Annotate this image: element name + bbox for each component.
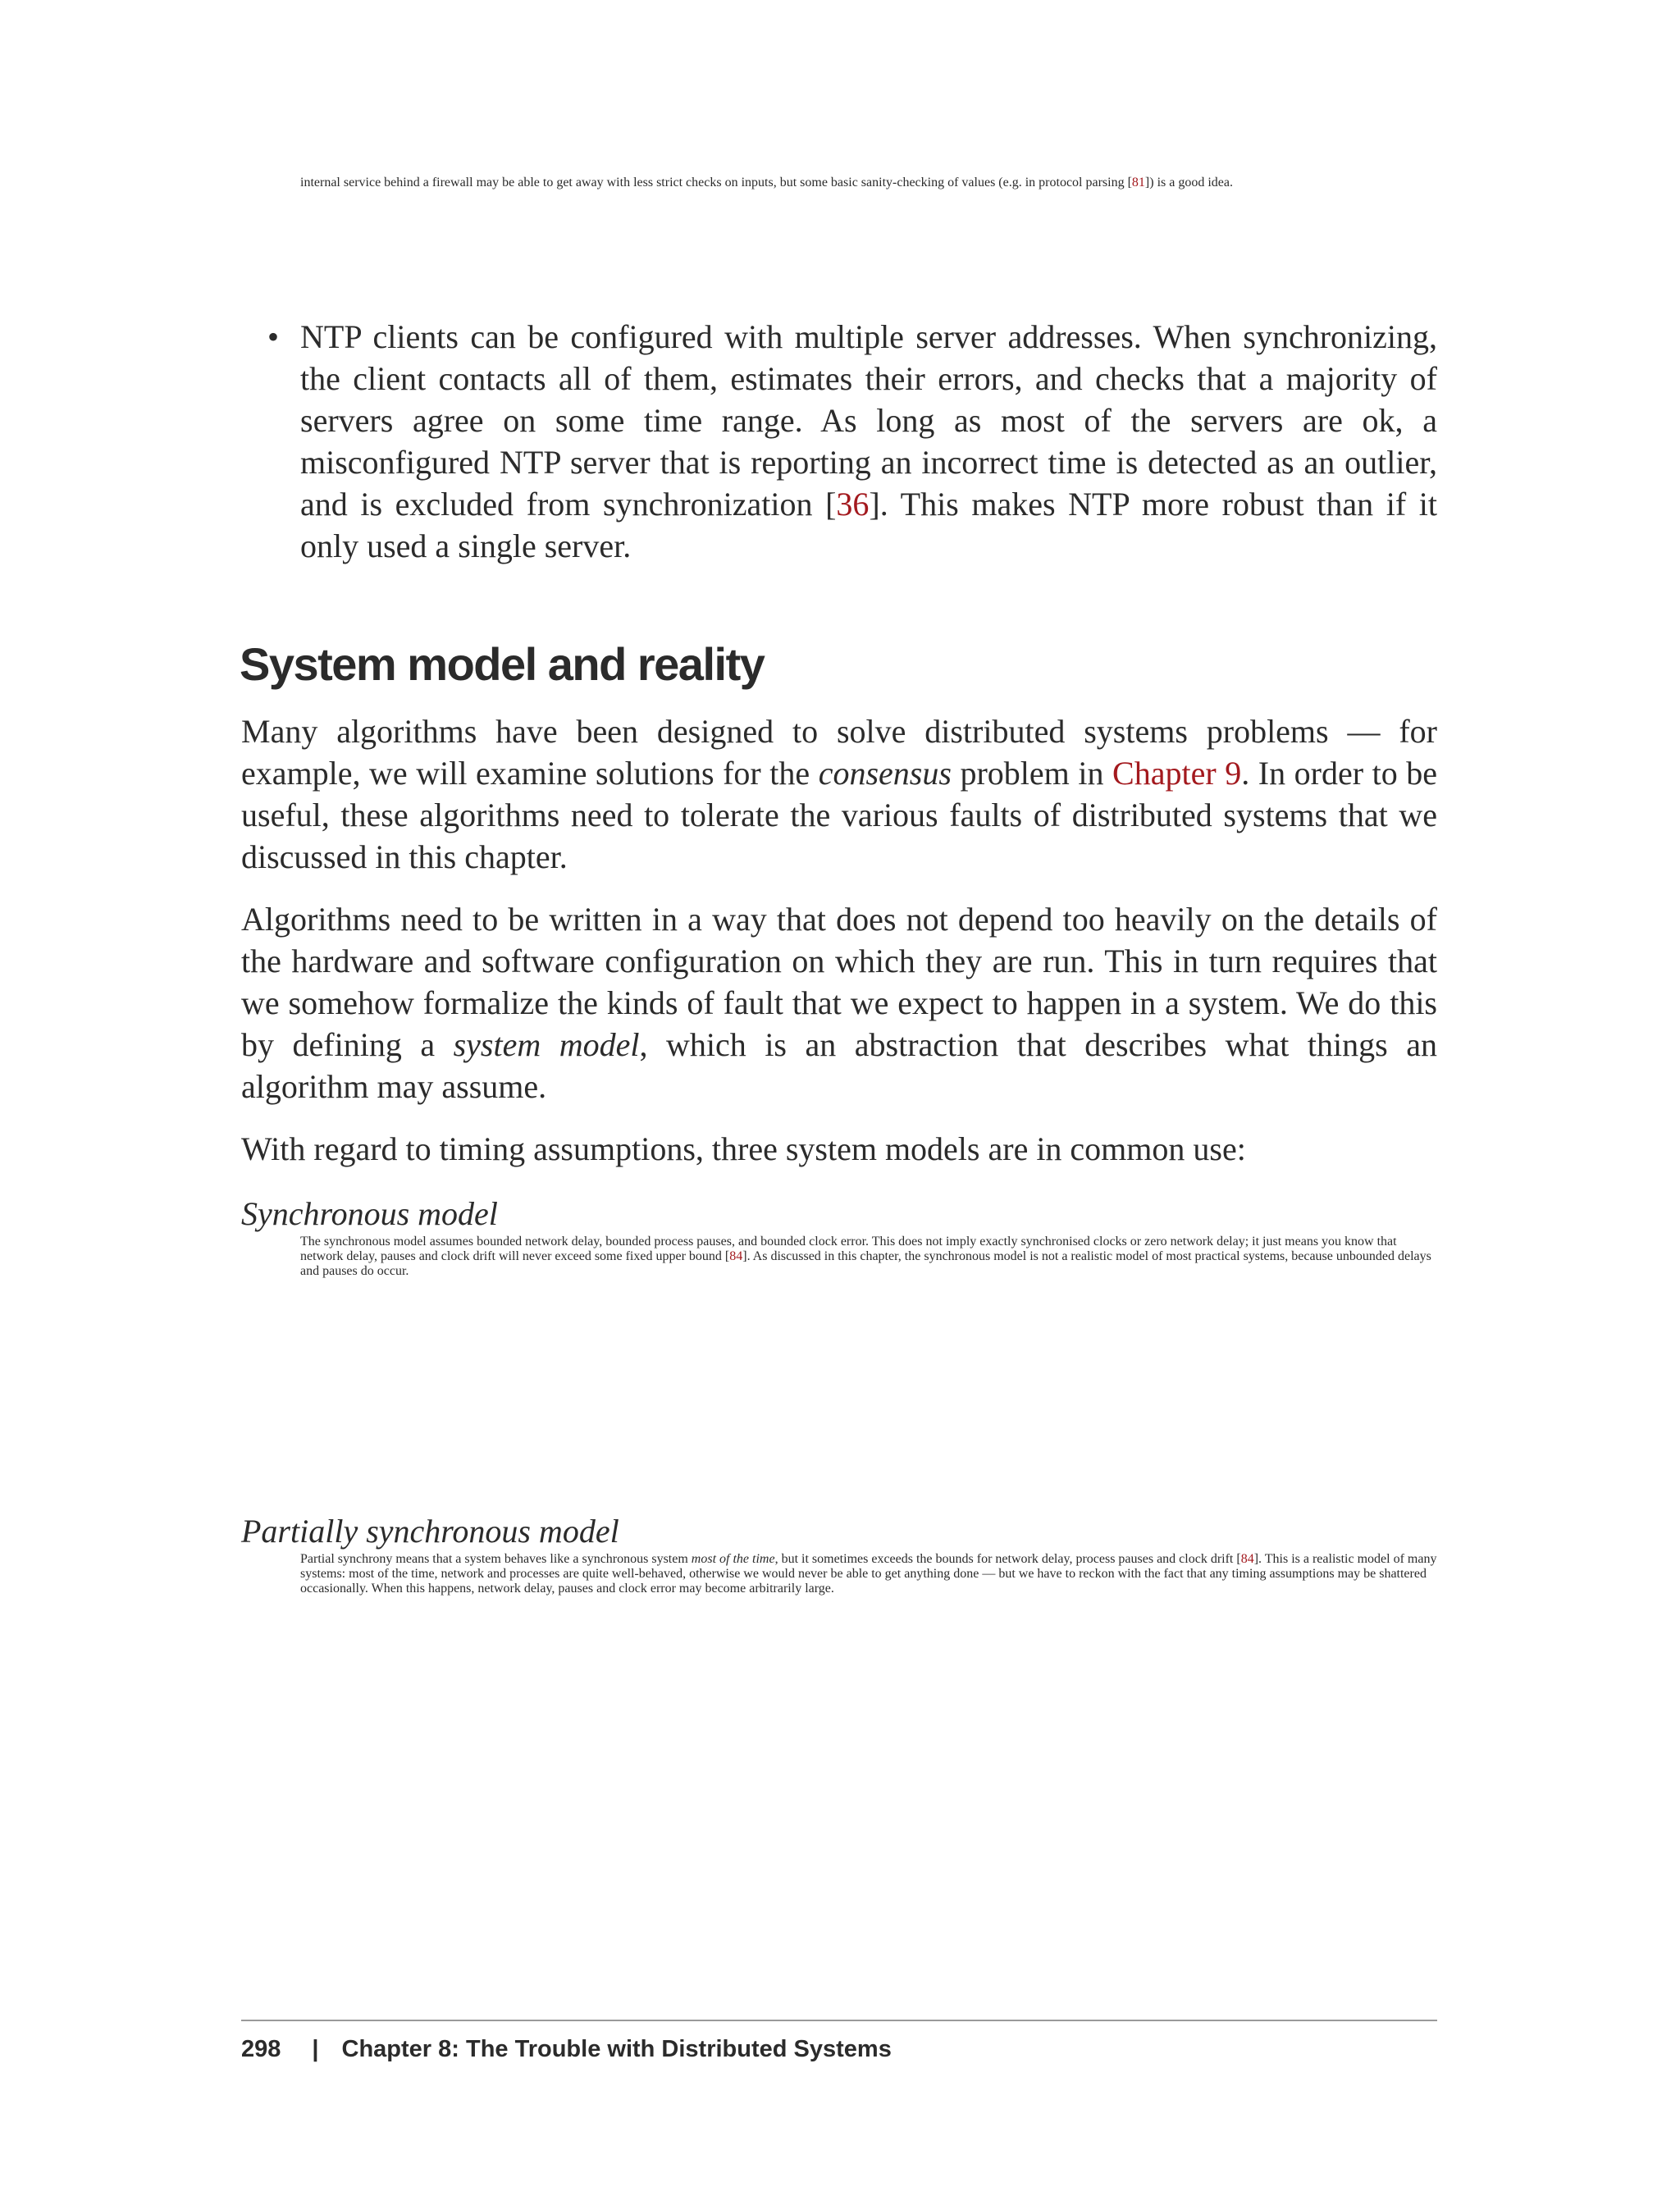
continued-paragraph	[300, 176, 1437, 190]
citation-link-84b[interactable]: 84	[1240, 1552, 1254, 1566]
bullet-text-1: NTP clients can be configured with multiple server addresses. When synchronizing, the client contacts all of them, estimates their errors, and checks that a majority of servers agree on some time range. As long as most of the servers are ok, a misconfigured NTP server that is reporting an incorrect time is detected as an outlier, and is excluded from synchronization [	[300, 318, 1437, 523]
paragraph-algorithms	[241, 710, 1437, 878]
term2-text-2: , but it sometimes exceeds the bounds for network delay, process pauses and clock drift [	[774, 1552, 1241, 1566]
term2-text-1: Partial synchrony means that a system behaves like a synchronous system	[300, 1552, 692, 1566]
term-partial-title: Partially synchronous model	[241, 1513, 619, 1550]
chapter-9-link[interactable]: Chapter 9	[1112, 755, 1242, 792]
bullet-marker: •	[267, 318, 280, 355]
footer-separator: |	[312, 2036, 319, 2062]
page-footer	[241, 2033, 892, 2066]
citation-link-36[interactable]: 36	[836, 486, 870, 523]
para1-text-1: Many algorithms have been designed to solve distributed systems problems — for example, we will examine solutions for the	[241, 713, 1437, 792]
citation-link-81[interactable]: 81	[1131, 176, 1145, 189]
continued-text-1: internal service behind a firewall may be able to get away with less strict checks on inputs, but some basic sanity-checking of values (e.g. in protocol parsing [	[300, 176, 1132, 189]
footer-chapter-title: Chapter 8: The Trouble with Distributed Systems	[341, 2036, 892, 2062]
term-synchronous-body	[300, 1235, 1437, 1279]
paragraph-system-model	[241, 898, 1437, 1107]
citation-link-84[interactable]: 84	[729, 1249, 743, 1263]
continued-text-2: ]) is a good idea.	[1144, 176, 1233, 189]
section-heading: System model and reality	[240, 638, 765, 690]
footer-rule	[241, 2020, 1437, 2021]
term1-text-1: The synchronous model assumes bounded network delay, bounded process pauses, and bounded clock error. This does not imply exactly synchronised clocks or zero network delay; it just means you know that network delay, pauses and clock drift will never exceed some fixed upper bound [	[300, 1235, 1397, 1263]
para1-emphasis: consensus	[818, 755, 952, 792]
term-synchronous-title: Synchronous model	[241, 1195, 498, 1232]
para2-text-1: Algorithms need to be written in a way that does not depend too heavily on the details of the hardware and software configuration on which they are run. This in turn requires that we somehow formalize the kinds of fault that we expect to happen in a system. We do this by defining a	[241, 901, 1437, 1063]
page-number: 298	[241, 2036, 281, 2062]
term-partial-body	[300, 1552, 1437, 1596]
para1-text-2: problem in	[951, 755, 1113, 792]
term2-text-3: ]. This is a realistic model of many systems: most of the time, network and processes are quite well-behaved, otherwise we would never be able to get anything done — but we have to reckon with the fact that any timing assumptions may be shattered occasionally. When this happens, network delay, pauses and clock error may become arbitrarily large.	[300, 1552, 1437, 1596]
para2-emphasis: system model	[453, 1026, 640, 1063]
paragraph-timing: With regard to timing assumptions, three system models are in common use:	[241, 1130, 1246, 1167]
bullet-item-ntp	[267, 316, 1437, 567]
term1-text-2: ]. As discussed in this chapter, the synchronous model is not a realistic model of most practical systems, because unbounded delays and pauses do occur.	[300, 1249, 1431, 1278]
term2-emphasis: most of the time	[691, 1552, 775, 1566]
para2-text-2: , which is an abstraction that describes what things an algorithm may assume.	[241, 1026, 1437, 1105]
bullet-text-2: ]. This makes NTP more robust than if it only used a single server.	[300, 486, 1437, 564]
para1-text-3: . In order to be useful, these algorithms need to tolerate the various faults of distributed systems that we discussed in this chapter.	[241, 755, 1438, 875]
bullet-text	[300, 316, 1437, 567]
